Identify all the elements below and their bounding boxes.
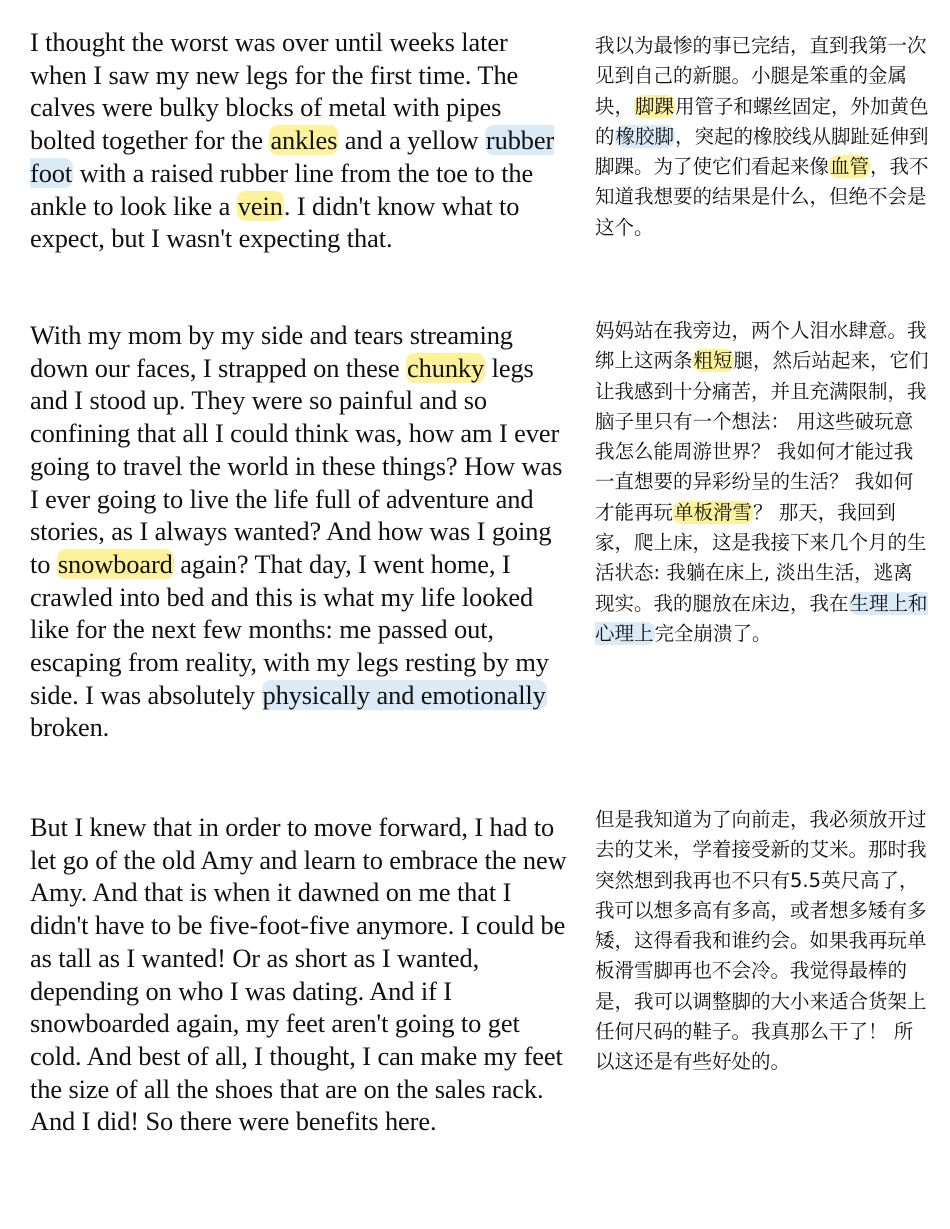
text-run: With my mom by my side and tears streaming down our faces, I strapped on these [30, 320, 513, 383]
text-run: ？ 那天，我回到家，爬上床，这是我接下来几个月的生活状态: 我躺在床上, 淡出生活，逃离现实。我的腿放在床边，我在 [595, 500, 927, 615]
highlighted-term: 单板滑雪 [674, 500, 753, 524]
text-run: I thought the worst was over until weeks later when I saw my new legs for the first time. The calves were bulky blocks of metal with pipes bolted together for the [30, 27, 519, 156]
highlighted-term: ankles [270, 125, 338, 156]
highlighted-term: 血管 [830, 155, 870, 179]
chinese-paragraph [595, 31, 930, 243]
highlighted-term: 粗短 [693, 349, 733, 373]
text-run: with a raised rubber line from the toe to the ankle to look like a [30, 157, 534, 221]
text-run: 我以为最惨的事已完结，直到我第一次见到自己的新腿。小腿是笨重的金属块， [595, 34, 927, 118]
text-run: 用管子和螺丝固定，外加黄色的 [595, 94, 929, 148]
text-run: again? That day, I went home, I crawled into bed and this is what my life looked like for the next few months: me passed out, escaping from reality, with my legs resting by my side. I was absolutely [30, 548, 549, 710]
text-run: 但是我知道为了向前走，我必须放开过去的艾米，学着接受新的艾米。那时我突然想到我再也不只有5.5英尺高了，我可以想多高有多高，或者想多矮有多矮，这得看我和谁约会。如果我再玩单板滑雪脚再也不会冷。我觉得最棒的是，我可以调整脚的大小来适合货架上任何尺码的鞋子。我真那么干了！ 所以这还是有些好处的。 [595, 808, 927, 1074]
english-paragraph [30, 26, 570, 255]
text-run: 完全崩溃了。 [654, 621, 772, 645]
highlighted-term: chunky [407, 352, 485, 383]
highlighted-term: vein [237, 190, 283, 221]
highlighted-phrase: physically and emotionally [262, 679, 546, 710]
highlighted-term: snowboard [57, 548, 173, 579]
chinese-paragraph [595, 316, 930, 649]
english-paragraph [30, 811, 570, 1138]
highlighted-phrase: 生理上和心理上 [595, 591, 928, 645]
english-paragraph [30, 319, 570, 744]
chinese-paragraph [595, 805, 930, 1078]
highlighted-term: 脚踝 [635, 94, 675, 118]
highlighted-phrase: 橡胶脚 [615, 124, 675, 148]
text-run: . I didn't know what to expect, but I wasn't expecting that. [30, 190, 520, 254]
text-run: legs and I stood up. They were so painful and so confining that all I could think was, how am I ever going to travel the world in these things? How was I ever going to live the life full of adventure and stories, as I always wanted? And how was I going to [30, 352, 563, 579]
text-run: 腿，然后站起来，它们让我感到十分痛苦，并且充满限制，我脑子里只有一个想法： 用这些破玩意我怎么能周游世界？ 我如何才能过我 一直想要的异彩纷呈的生活？ 我如何才能再玩 [595, 349, 929, 524]
highlighted-phrase: rubber foot [30, 125, 555, 188]
text-run: But I knew that in order to move forward, I had to let go of the old Amy and learn to embrace the new Amy. And that is when it dawned on me that I didn't have to be five-foot-five anymore. I could be as tall as I wanted! Or as short as I wanted, depending on who I was dating. And if I snowboarded again, my feet aren't going to get cold. And best of all, I thought, I can make my feet the size of all the shoes that are on the sales rack. And I did! So there were benefits here. [30, 812, 567, 1137]
text-run: and a yellow [338, 125, 485, 156]
text-run: ，我不知道我想要的结果是什么，但绝不会是这个。 [595, 155, 929, 239]
text-run: broken. [30, 712, 110, 743]
text-run: ，突起的橡胶线从脚趾延伸到脚踝。为了使它们看起来像 [595, 124, 929, 179]
text-run: 妈妈站在我旁边，两个人泪水肆意。我绑上这两条 [595, 319, 927, 373]
